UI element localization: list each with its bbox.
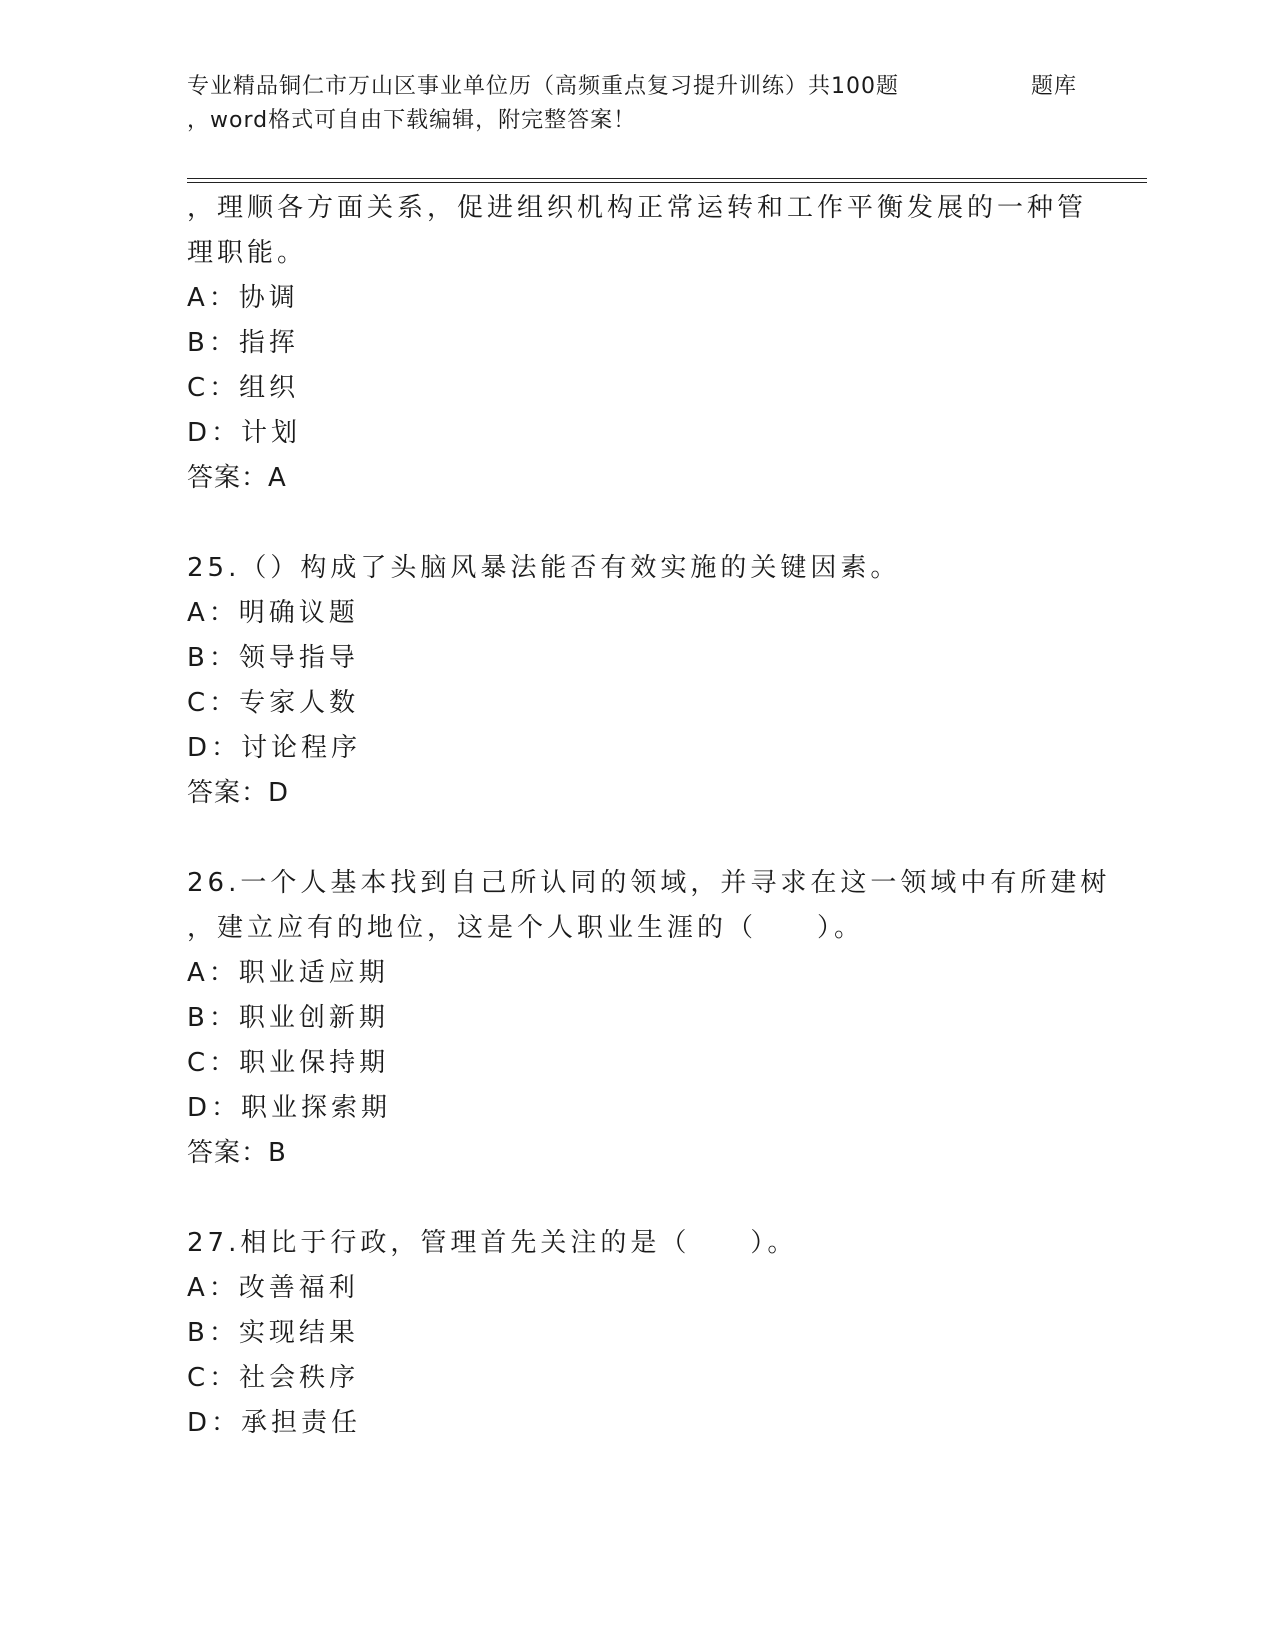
option-a: A：协调 <box>187 283 299 313</box>
option-c: C：组织 <box>187 373 300 403</box>
question-stem-line: 26.一个人基本找到自己所认同的领域，并寻求在这一领域中有所建树 <box>187 868 1111 898</box>
question-item <box>187 861 1111 1176</box>
question-stem-line: 25.（）构成了头脑风暴法能否有效实施的关键因素。 <box>187 553 901 583</box>
option-a: A：改善福利 <box>187 1273 359 1303</box>
option-a: A：职业适应期 <box>187 958 389 988</box>
answer: 答案：A <box>187 463 287 493</box>
question-item <box>187 546 1087 816</box>
option-b: B：实现结果 <box>187 1318 359 1348</box>
option-a: A：明确议题 <box>187 598 359 628</box>
question-item <box>187 186 1087 501</box>
answer: 答案：B <box>187 1138 287 1168</box>
question-stem-line: 27.相比于行政，管理首先关注的是（ ）。 <box>187 1228 798 1258</box>
option-c: C：职业保持期 <box>187 1048 390 1078</box>
header-tag: 题库 <box>1031 74 1078 99</box>
header-title: 专业精品铜仁市万山区事业单位历（高频重点复习提升训练）共100题 <box>187 74 899 99</box>
option-b: B：指挥 <box>187 328 299 358</box>
option-c: C：专家人数 <box>187 688 360 718</box>
option-d: D：计划 <box>187 418 302 448</box>
option-b: B：领导指导 <box>187 643 359 673</box>
question-stem-line: 理职能。 <box>187 238 308 268</box>
question-item <box>187 1221 1087 1446</box>
question-stem-line: ，建立应有的地位，这是个人职业生涯的（ ）。 <box>187 913 865 943</box>
page-header <box>187 70 1147 138</box>
header-subtitle: ，word格式可自由下载编辑，附完整答案！ <box>187 108 637 133</box>
question-list <box>187 186 1111 1446</box>
header-divider <box>187 178 1147 183</box>
answer: 答案：D <box>187 778 290 808</box>
option-d: D：职业探索期 <box>187 1093 392 1123</box>
option-d: D：承担责任 <box>187 1408 362 1438</box>
option-b: B：职业创新期 <box>187 1003 389 1033</box>
option-d: D：讨论程序 <box>187 733 362 763</box>
question-stem-line: ，理顺各方面关系，促进组织机构正常运转和工作平衡发展的一种管 <box>187 193 1088 223</box>
option-c: C：社会秩序 <box>187 1363 360 1393</box>
